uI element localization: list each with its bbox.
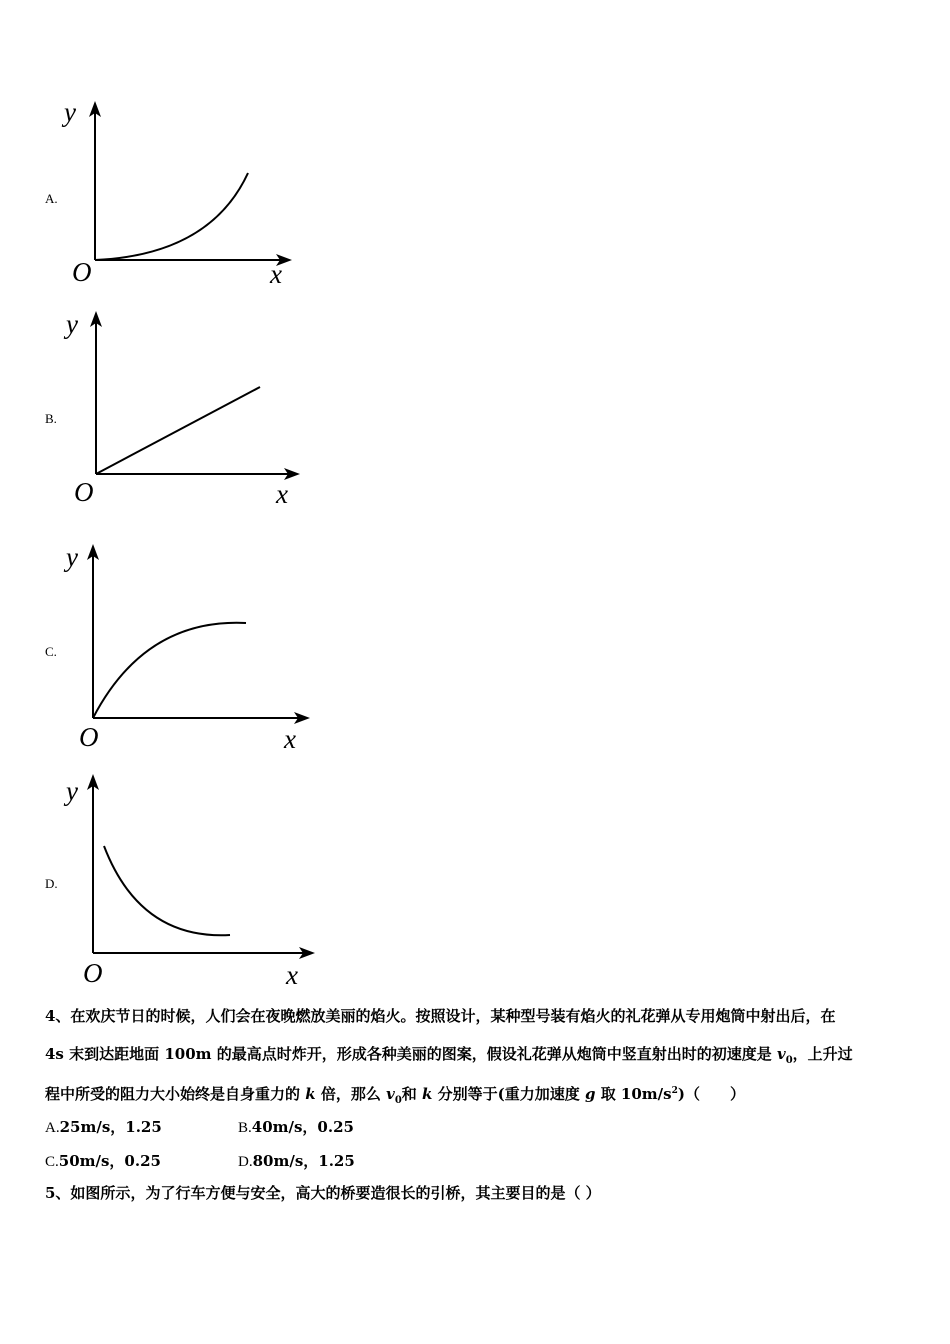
curve-d bbox=[104, 846, 230, 935]
graph-a bbox=[60, 95, 300, 295]
question-5: 5、如图所示，为了行车方便与安全，高大的桥要造很长的引桥，其主要目的是（ ） bbox=[45, 1184, 601, 1202]
option-b-label: B. bbox=[45, 411, 57, 426]
origin-label: O bbox=[74, 477, 94, 507]
question-4-line-3: 程中所受的阻力大小始终是自身重力的 k 倍，那么 $v_0$和 k 分别等于(重力加速度 g 取 $10m/s^2$)（ ） bbox=[45, 1085, 745, 1106]
option-d-label: D. bbox=[45, 876, 58, 891]
question-4-line-1: 4、在欢庆节日的时候，人们会在夜晚燃放美丽的焰火。按照设计，某种型号装有焰火的礼花弹从专用炮筒中射出后，在 bbox=[45, 1007, 836, 1025]
graph-b bbox=[60, 305, 310, 510]
x-axis-label: x bbox=[276, 479, 288, 509]
y-axis-label: y bbox=[66, 309, 78, 339]
choice-b[interactable]: B.40m/s，0.25 bbox=[238, 1118, 354, 1136]
option-c-label: C. bbox=[45, 644, 57, 659]
curve-a bbox=[95, 173, 248, 260]
x-axis-label: x bbox=[284, 724, 296, 754]
question-4-line-2: 4s 末到达距地面 100m 的最高点时炸开，形成各种美丽的图案，假设礼花弹从炮筒中竖直射出时的初速度是 $v_0$，上升过 bbox=[45, 1045, 853, 1066]
line-b bbox=[96, 387, 260, 474]
choice-a[interactable]: A.25m/s，1.25 bbox=[45, 1118, 162, 1136]
curve-c bbox=[93, 623, 246, 718]
x-axis-label: x bbox=[270, 259, 282, 289]
graph-c bbox=[60, 540, 320, 754]
y-axis-label: y bbox=[66, 776, 78, 806]
y-axis-label: y bbox=[64, 97, 76, 127]
choice-c[interactable]: C.50m/s，0.25 bbox=[45, 1152, 161, 1170]
x-axis-label: x bbox=[286, 960, 298, 990]
graph-d bbox=[60, 770, 325, 990]
origin-label: O bbox=[79, 722, 99, 752]
y-axis-label: y bbox=[66, 542, 78, 572]
origin-label: O bbox=[72, 257, 92, 287]
option-a-label: A. bbox=[45, 191, 58, 206]
origin-label: O bbox=[83, 958, 103, 988]
choice-d[interactable]: D.80m/s，1.25 bbox=[238, 1152, 355, 1170]
